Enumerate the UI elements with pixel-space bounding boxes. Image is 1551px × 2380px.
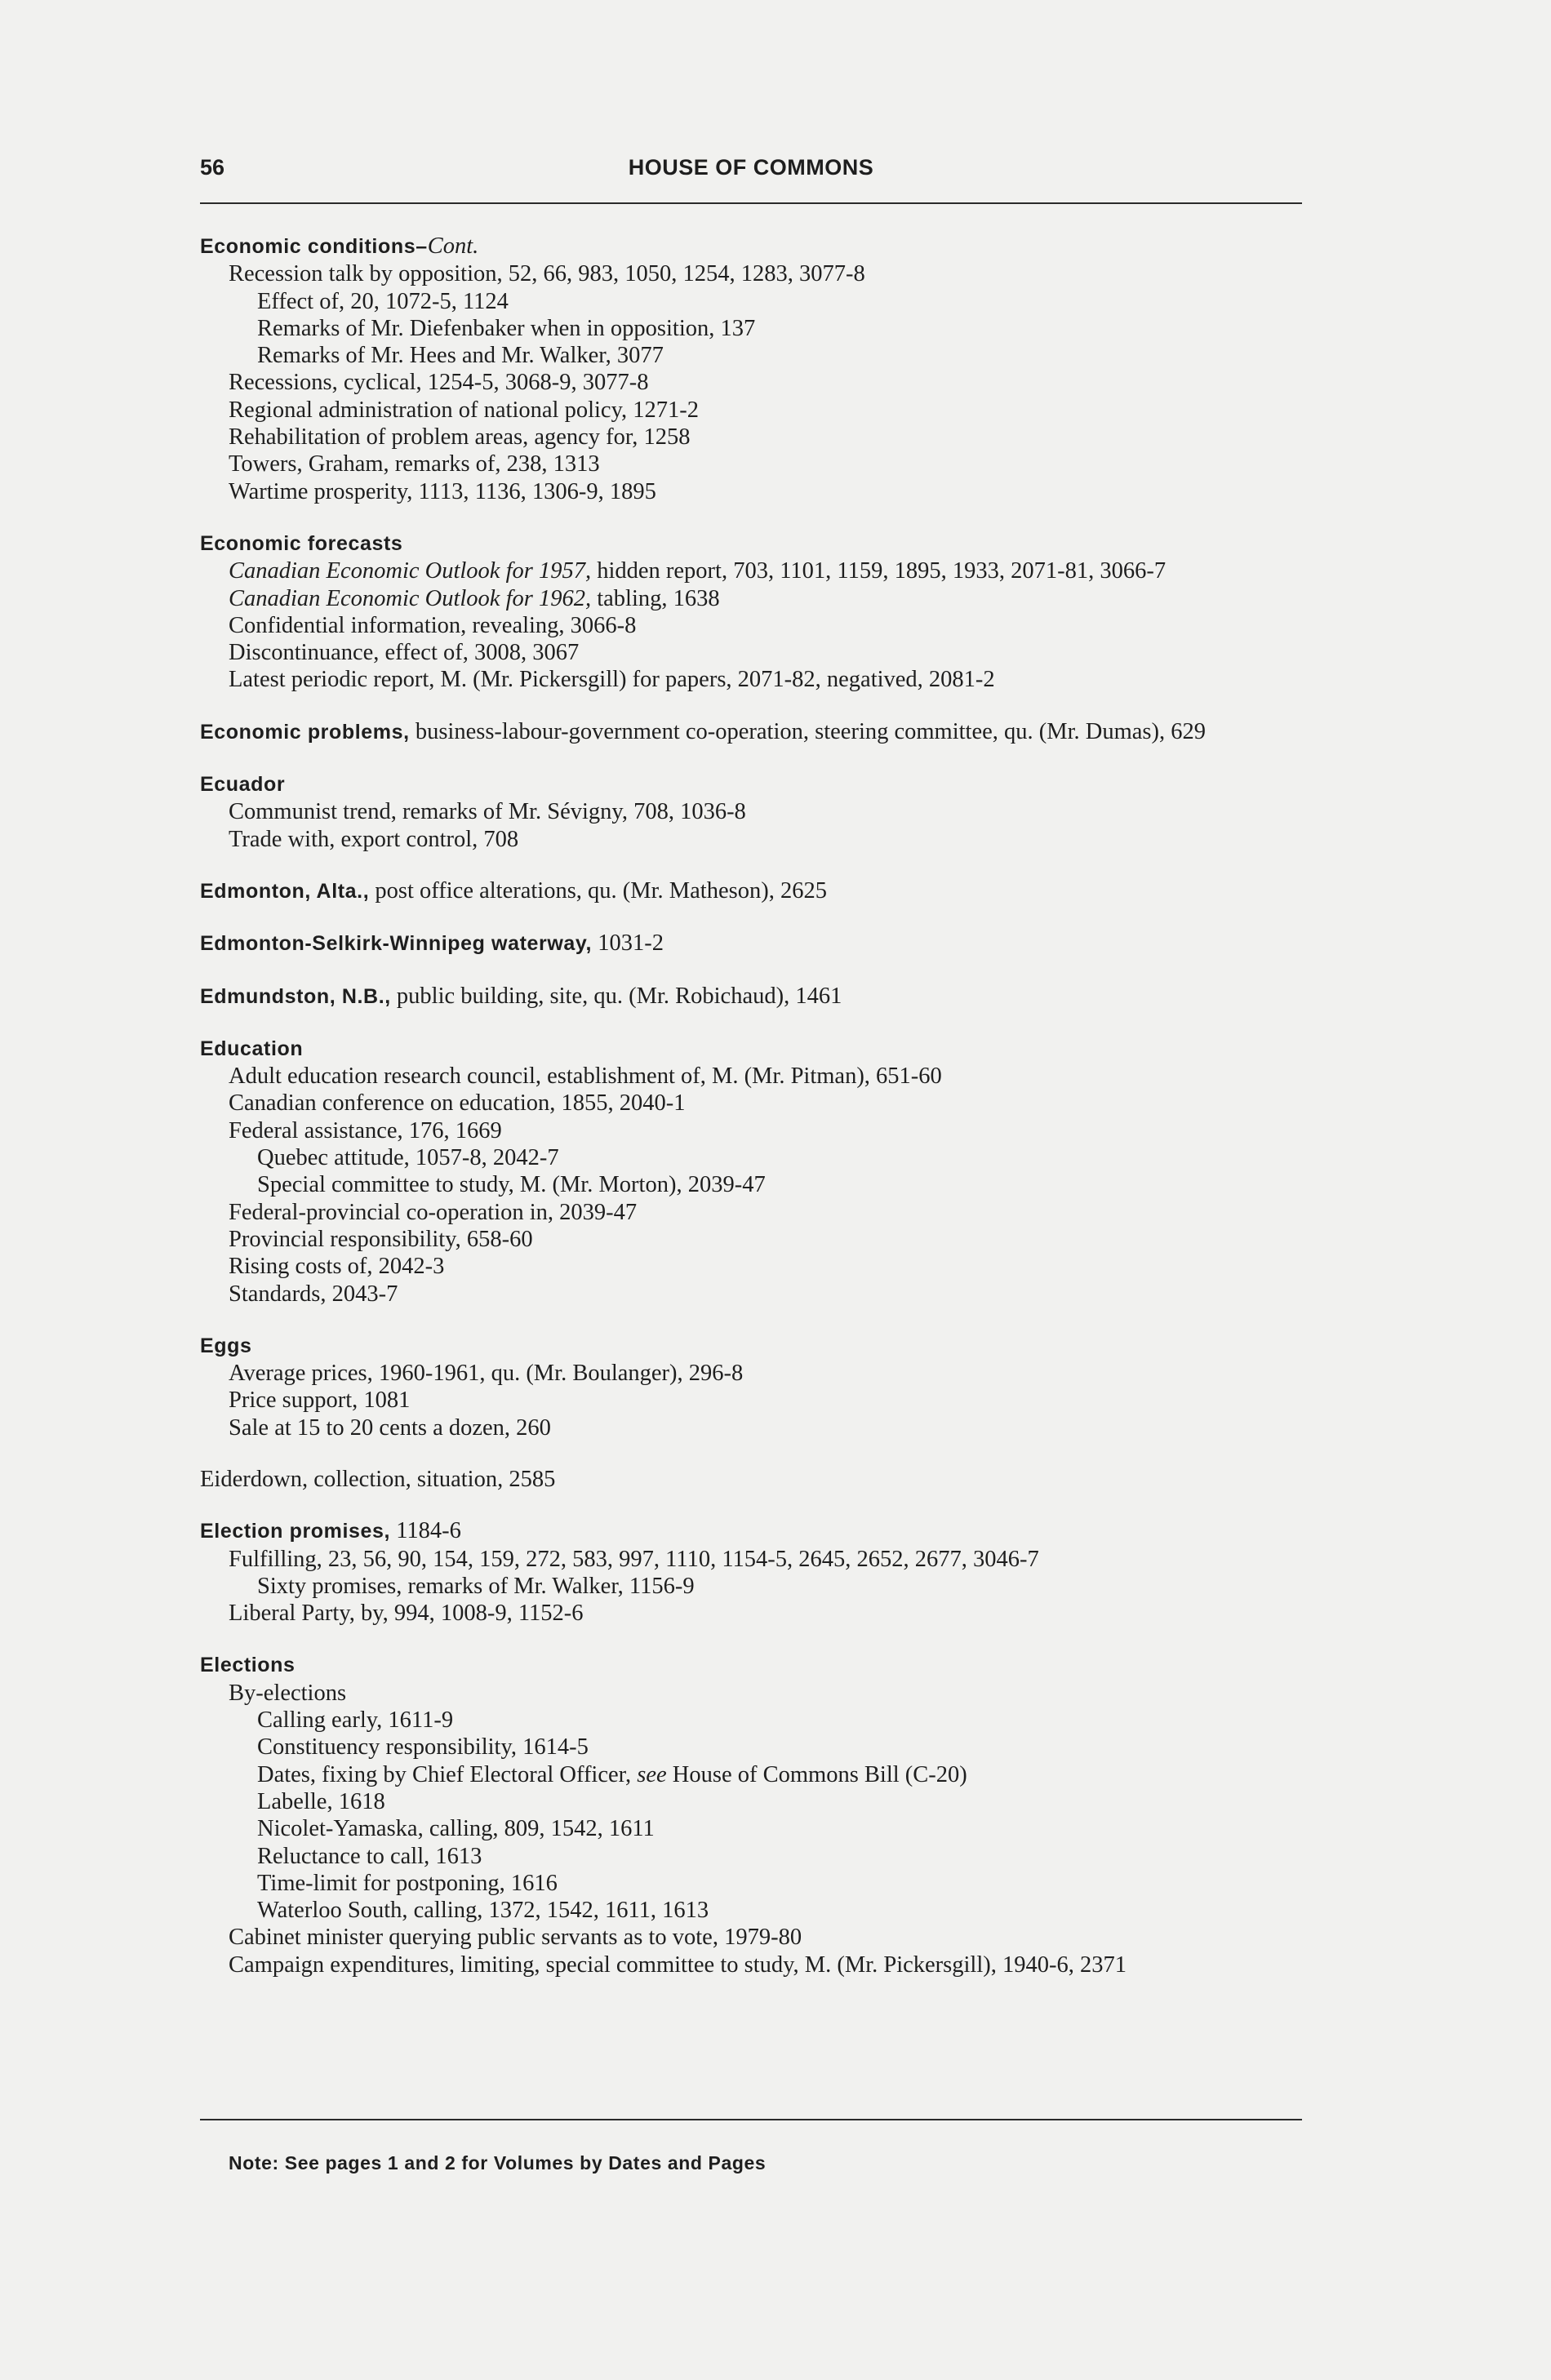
- subentry-text: Rehabilitation of problem areas, agency for, 1258: [229, 424, 691, 451]
- entry-heading-rest: 1031-2: [592, 930, 664, 957]
- subentry-text: Sale at 15 to 20 cents a dozen, 260: [229, 1414, 551, 1441]
- subentry-text: Calling early, 1611-9: [257, 1707, 454, 1734]
- entry-heading-line: [200, 1517, 1310, 1545]
- publication-title: Canadian Economic Outlook for 1957,: [229, 558, 592, 584]
- subentry-text: Cabinet minister querying public servants as to vote, 1979-80: [229, 1925, 802, 1951]
- entry-heading-line: [200, 1332, 1310, 1360]
- entry-heading: Elections: [200, 1654, 296, 1677]
- index-entry: [200, 770, 1310, 853]
- subentry-text: tabling, 1638: [591, 585, 720, 611]
- entry-heading-line: [200, 718, 1310, 746]
- entry-heading-line: [200, 1466, 1310, 1493]
- entry-heading-line: [200, 983, 1310, 1010]
- subentry-text: Reluctance to call, 1613: [257, 1843, 482, 1869]
- entry-heading-rest: business-labour-government co-operation, steering committee, qu. (Mr. Dumas), 629: [409, 718, 1207, 744]
- entry-heading: Edmonton-Selkirk-Winnipeg waterway,: [200, 932, 593, 956]
- subentry-text: Provincial responsibility, 658-60: [229, 1226, 533, 1252]
- see-reference: see: [637, 1761, 667, 1787]
- entry-heading-line: [200, 770, 1310, 798]
- index-subentry: [200, 1600, 1310, 1627]
- index-subsubentry: [200, 288, 1310, 315]
- index-entry: [200, 877, 1310, 905]
- subentry-text: Remarks of Mr. Diefenbaker when in opposition, 137: [257, 315, 756, 341]
- index-entry: [200, 1517, 1310, 1627]
- running-head: HOUSE OF COMMONS: [628, 155, 874, 180]
- footnote: Note: See pages 1 and 2 for Volumes by Dates and Pages: [229, 2152, 767, 2174]
- index-subentry: [200, 478, 1310, 505]
- cross-reference-target: House of Commons Bill (C-20): [666, 1761, 967, 1787]
- entry-heading: Economic forecasts: [200, 531, 403, 555]
- subentry-text: Waterloo South, calling, 1372, 1542, 1611, 1613: [257, 1898, 709, 1924]
- index-subentry: [200, 1414, 1310, 1441]
- index-subentry: [200, 1387, 1310, 1414]
- index-entry: [200, 1035, 1310, 1308]
- index-subentry: [200, 397, 1310, 424]
- subentry-text: Nicolet-Yamaska, calling, 809, 1542, 1611: [257, 1816, 655, 1842]
- index-subsubentry: [200, 1707, 1310, 1734]
- index-subsubentry: [200, 1788, 1310, 1815]
- index-subsubentry: [200, 1843, 1310, 1870]
- subentry-text: Trade with, export control, 708: [229, 826, 519, 852]
- index-subentry: [200, 424, 1310, 451]
- index-subentry: [200, 585, 1310, 612]
- entry-heading-line: [200, 1035, 1310, 1063]
- entry-heading: Edmundston, N.B.,: [200, 984, 391, 1008]
- subentry-text: Latest periodic report, M. (Mr. Pickersgill) for papers, 2071-82, negatived, 2081-2: [229, 667, 995, 693]
- index-subentry: [200, 1253, 1310, 1280]
- entry-heading-text: Eiderdown, collection, situation, 2585: [200, 1466, 556, 1492]
- index-subentry: [200, 1281, 1310, 1308]
- subentry-text: Time-limit for postponing, 1616: [257, 1870, 558, 1896]
- entry-heading: Economic conditions–: [200, 235, 428, 258]
- subentry-text: hidden report, 703, 1101, 1159, 1895, 1933, 2071-81, 3066-7: [591, 558, 1167, 584]
- footer-rule: [200, 2119, 1302, 2120]
- index-entry: [200, 718, 1310, 746]
- index-subsubentry: [200, 1815, 1310, 1842]
- publication-title: Canadian Economic Outlook for 1962,: [229, 585, 592, 611]
- index-entry: [200, 530, 1310, 694]
- index-subentry: [200, 612, 1310, 639]
- entry-heading: Election promises,: [200, 1520, 391, 1543]
- subentry-text: Average prices, 1960-1961, qu. (Mr. Boulanger), 296-8: [229, 1361, 744, 1387]
- subentry-text: Fulfilling, 23, 56, 90, 154, 159, 272, 583, 997, 1110, 1154-5, 2645, 2652, 2677, 3046-7: [229, 1546, 1039, 1572]
- page-header: [200, 155, 1302, 188]
- index-subsubentry: [200, 1144, 1310, 1171]
- entry-heading-line: [200, 930, 1310, 957]
- entry-heading: Education: [200, 1037, 304, 1060]
- index-subsubentry: [200, 1870, 1310, 1897]
- index-entry: [200, 983, 1310, 1010]
- subentry-text: Adult education research council, establishment of, M. (Mr. Pitman), 651-60: [229, 1063, 942, 1090]
- entry-heading-line: [200, 530, 1310, 557]
- index-subentry: [200, 1226, 1310, 1253]
- index-subentry: [200, 1117, 1310, 1144]
- index-entry: [200, 233, 1310, 505]
- index-subentry: [200, 1924, 1310, 1951]
- index-subsubentry: [200, 1734, 1310, 1761]
- subentry-text: Special committee to study, M. (Mr. Morton), 2039-47: [257, 1172, 766, 1198]
- entry-heading-rest: post office alterations, qu. (Mr. Matheson), 2625: [369, 877, 827, 904]
- subentry-text: Confidential information, revealing, 3066-8: [229, 612, 637, 638]
- subentry-text: Effect of, 20, 1072-5, 1124: [257, 288, 509, 314]
- index-subentry: [200, 1360, 1310, 1387]
- subentry-text: Labelle, 1618: [257, 1788, 385, 1814]
- index-subentry: [200, 260, 1310, 287]
- entry-heading-rest: 1184-6: [390, 1518, 461, 1544]
- subentry-text: Constituency responsibility, 1614-5: [257, 1734, 589, 1761]
- entry-heading-rest: public building, site, qu. (Mr. Robichaud), 1461: [390, 983, 842, 1009]
- entry-heading: Ecuador: [200, 773, 286, 797]
- index-subentry: [200, 1090, 1310, 1117]
- subentry-text: Federal-provincial co-operation in, 2039-47: [229, 1199, 638, 1225]
- page-number: 56: [200, 155, 225, 180]
- index-entry: [200, 1466, 1310, 1493]
- entry-heading-line: [200, 233, 1310, 260]
- entry-heading: Economic problems,: [200, 720, 410, 744]
- index-subsubentry: [200, 1761, 1310, 1788]
- index-entry: [200, 1651, 1310, 1978]
- index-subentry: [200, 1952, 1310, 1978]
- subentry-text: Standards, 2043-7: [229, 1281, 398, 1307]
- subentry-text: Dates, fixing by Chief Electoral Officer,: [257, 1761, 638, 1787]
- subentry-text: Campaign expenditures, limiting, special committee to study, M. (Mr. Pickersgill), 1940-6, 2371: [229, 1952, 1127, 1978]
- index-content: [200, 233, 1310, 2003]
- subentry-text: Recessions, cyclical, 1254-5, 3068-9, 3077-8: [229, 370, 649, 396]
- subentry-text: Discontinuance, effect of, 3008, 3067: [229, 640, 580, 666]
- entry-heading-line: [200, 1651, 1310, 1679]
- index-entry: [200, 1332, 1310, 1441]
- header-rule: [200, 202, 1302, 204]
- index-subsubentry: [200, 315, 1310, 342]
- subentry-text: Quebec attitude, 1057-8, 2042-7: [257, 1145, 559, 1171]
- index-subentry: [200, 1546, 1310, 1573]
- subentry-text: Price support, 1081: [229, 1388, 411, 1414]
- index-subsubentry: [200, 342, 1310, 369]
- index-subsubentry: [200, 1171, 1310, 1198]
- index-subentry: [200, 557, 1310, 584]
- subentry-text: Towers, Graham, remarks of, 238, 1313: [229, 451, 600, 477]
- entry-heading-line: [200, 877, 1310, 905]
- subentry-text: Rising costs of, 2042-3: [229, 1254, 445, 1280]
- subentry-text: Wartime prosperity, 1113, 1136, 1306-9, 1895: [229, 478, 656, 504]
- subentry-text: Remarks of Mr. Hees and Mr. Walker, 3077: [257, 343, 664, 369]
- index-subentry: [200, 666, 1310, 693]
- continued-marker: Cont.: [427, 233, 479, 259]
- index-subentry: [200, 1680, 1310, 1707]
- subentry-text: Liberal Party, by, 994, 1008-9, 1152-6: [229, 1601, 584, 1627]
- index-subentry: [200, 1063, 1310, 1090]
- subentry-text: Regional administration of national policy, 1271-2: [229, 397, 699, 423]
- entry-heading: Edmonton, Alta.,: [200, 879, 370, 903]
- index-subsubentry: [200, 1573, 1310, 1600]
- index-subentry: [200, 639, 1310, 666]
- subentry-text: Canadian conference on education, 1855, 2040-1: [229, 1090, 686, 1117]
- subentry-text: Recession talk by opposition, 52, 66, 983, 1050, 1254, 1283, 3077-8: [229, 261, 865, 287]
- index-subentry: [200, 826, 1310, 853]
- index-entry: [200, 930, 1310, 957]
- index-subsubentry: [200, 1897, 1310, 1924]
- subentry-text: By-elections: [229, 1680, 347, 1706]
- index-subentry: [200, 451, 1310, 477]
- subentry-text: Sixty promises, remarks of Mr. Walker, 1156-9: [257, 1573, 695, 1599]
- subentry-text: Communist trend, remarks of Mr. Sévigny, 708, 1036-8: [229, 799, 746, 825]
- index-subentry: [200, 1199, 1310, 1226]
- index-subentry: [200, 798, 1310, 825]
- index-subentry: [200, 369, 1310, 396]
- entry-heading: Eggs: [200, 1334, 252, 1357]
- subentry-text: Federal assistance, 176, 1669: [229, 1117, 502, 1143]
